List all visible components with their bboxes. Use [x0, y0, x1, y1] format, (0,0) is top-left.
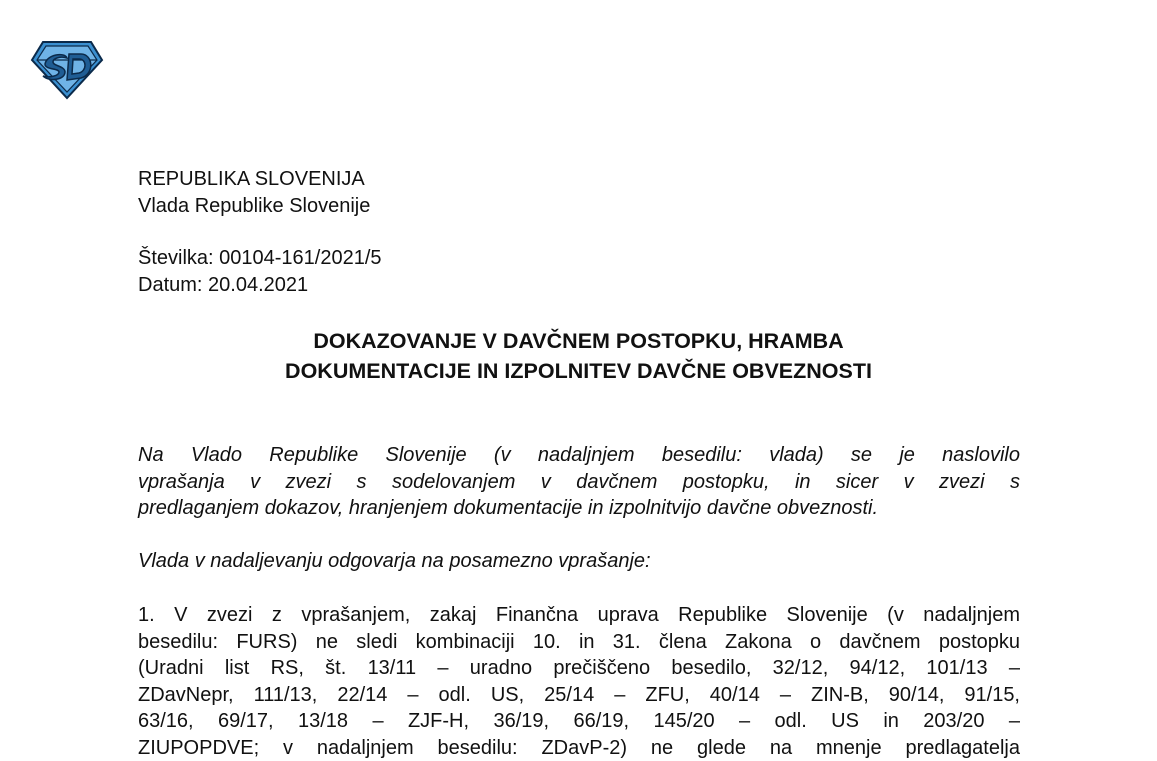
paragraph-line: 1. V zvezi z vprašanjem, zakaj Finančna uprava Republike Slovenije (v nadaljnjem — [138, 602, 1020, 629]
document-title-line: DOKAZOVANJE V DAVČNEM POSTOPKU, HRAMBA — [0, 326, 1157, 356]
document-title — [0, 326, 1157, 386]
question-1-paragraph — [138, 602, 1020, 761]
document-meta — [138, 245, 382, 299]
document-title-line: DOKUMENTACIJE IN IZPOLNITEV DAVČNE OBVEZNOSTI — [0, 356, 1157, 386]
sd-diamond-logo-icon — [31, 40, 103, 100]
issuer-country: REPUBLIKA SLOVENIJA — [138, 166, 370, 193]
issuer-header — [138, 166, 370, 220]
paragraph-line: predlaganjem dokazov, hranjenjem dokumentacije in izpolnitvijo davčne obveznosti. — [138, 495, 1020, 522]
lead-paragraph — [138, 548, 1020, 575]
paragraph-line: ZIUPOPDVE; v nadaljnjem besedilu: ZDavP-2) ne glede na mnenje predlagatelja — [138, 735, 1020, 761]
document-number: Številka: 00104-161/2021/5 — [138, 245, 382, 272]
paragraph-line: ZDavNepr, 111/13, 22/14 – odl. US, 25/14 – ZFU, 40/14 – ZIN-B, 90/14, 91/15, — [138, 682, 1020, 709]
issuer-government: Vlada Republike Slovenije — [138, 193, 370, 220]
paragraph-line: 63/16, 69/17, 13/18 – ZJF-H, 36/19, 66/19, 145/20 – odl. US in 203/20 – — [138, 708, 1020, 735]
paragraph-line: vprašanja v zvezi s sodelovanjem v davčnem postopku, in sicer v zvezi s — [138, 469, 1020, 496]
paragraph-line: Vlada v nadaljevanju odgovarja na posamezno vprašanje: — [138, 548, 1020, 575]
paragraph-line: besedilu: FURS) ne sledi kombinaciji 10. in 31. člena Zakona o davčnem postopku — [138, 629, 1020, 656]
paragraph-line: (Uradni list RS, št. 13/11 – uradno prečiščeno besedilo, 32/12, 94/12, 101/13 – — [138, 655, 1020, 682]
document-date: Datum: 20.04.2021 — [138, 272, 382, 299]
intro-paragraph — [138, 442, 1020, 522]
paragraph-line: Na Vlado Republike Slovenije (v nadaljnjem besedilu: vlada) se je naslovilo — [138, 442, 1020, 469]
